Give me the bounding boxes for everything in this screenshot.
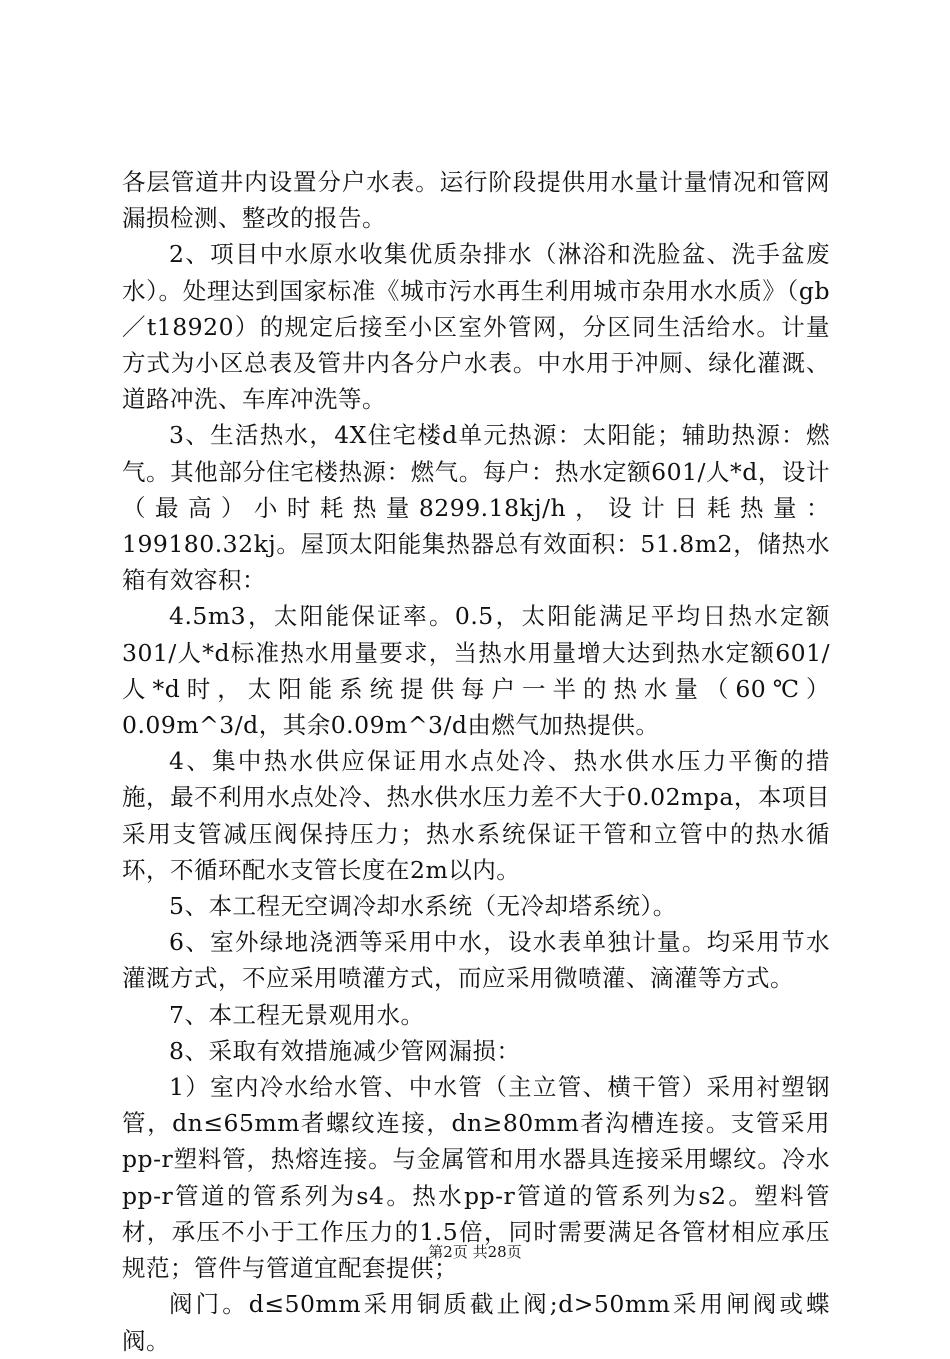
- page-number-label: 第2页 共28页: [428, 1243, 522, 1261]
- paragraph-4: 4.5m3，太阳能保证率。0.5，太阳能满足平均日热水定额301/人*d标准热水用量要求，当热水用量增大达到热水定额601/人*d时，太阳能系统提供每户一半的热水量（60℃）0.09m^3/d，其余0.09m^3/d由燃气加热提供。: [122, 602, 830, 740]
- paragraph-8: 7、本工程无景观用水。: [169, 1000, 425, 1029]
- paragraph-11: 阀门。d≤50mm采用铜质截止阀;d>50mm采用闸阀或蝶阀。: [122, 1290, 830, 1355]
- paragraph-7: 6、室外绿地浇洒等采用中水，设水表单独计量。均采用节水灌溉方式，不应采用喷灌方式，而应采用微喷灌、滴灌等方式。: [122, 928, 830, 993]
- paragraph-5: 4、集中热水供应保证用水点处冷、热水供水压力平衡的措施，最不利用水点处冷、热水供水压力差不大于0.02mpa，本项目采用支管减压阀保持压力；热水系统保证干管和立管中的热水循环，不循环配水支管长度在2m以内。: [122, 747, 830, 884]
- paragraph-2: 2、项目中水原水收集优质杂排水（淋浴和洗脸盆、洗手盆废水）。处理达到国家标准《城市污水再生利用城市杂用水水质》（gb／t18920）的规定后接至小区室外管网，分区同生活给水。计量方式为小区总表及管井内各分户水表。中水用于冲厕、绿化灌溉、道路冲洗、车库冲洗等。: [122, 240, 830, 414]
- paragraph-3: 3、生活热水，4X住宅楼d单元热源：太阳能；辅助热源：燃气。其他部分住宅楼热源：燃气。每户：热水定额601/人*d，设计（最高）小时耗热量8299.18kj/h，设计日耗热量：199180.32kj。屋顶太阳能集热器总有效面积：51.8m2，储热水箱有效容积：: [122, 421, 830, 595]
- document-body: [122, 164, 830, 1359]
- paragraph-6: 5、本工程无空调冷却水系统（无冷却塔系统）。: [169, 892, 677, 921]
- paragraph-10: 1）室内冷水给水管、中水管（主立管、横干管）采用衬塑钢管，dn≤65mm者螺纹连接，dn≥80mm者沟槽连接。支管采用pp-r塑料管，热熔连接。与金属管和用水器具连接采用螺纹。冷水pp-r管道的管系列为s4。热水pp-r管道的管系列为s2。塑料管材，承压不小于工作压力的1.5倍，同时需要满足各管材相应承压规范；管件与管道宜配套提供；: [122, 1073, 830, 1283]
- paragraph-1: 各层管道井内设置分户水表。运行阶段提供用水量计量情况和管网漏损检测、整改的报告。: [122, 168, 830, 233]
- paragraph-9: 8、采取有效措施减少管网漏损：: [169, 1036, 521, 1065]
- page-footer: [0, 1242, 950, 1262]
